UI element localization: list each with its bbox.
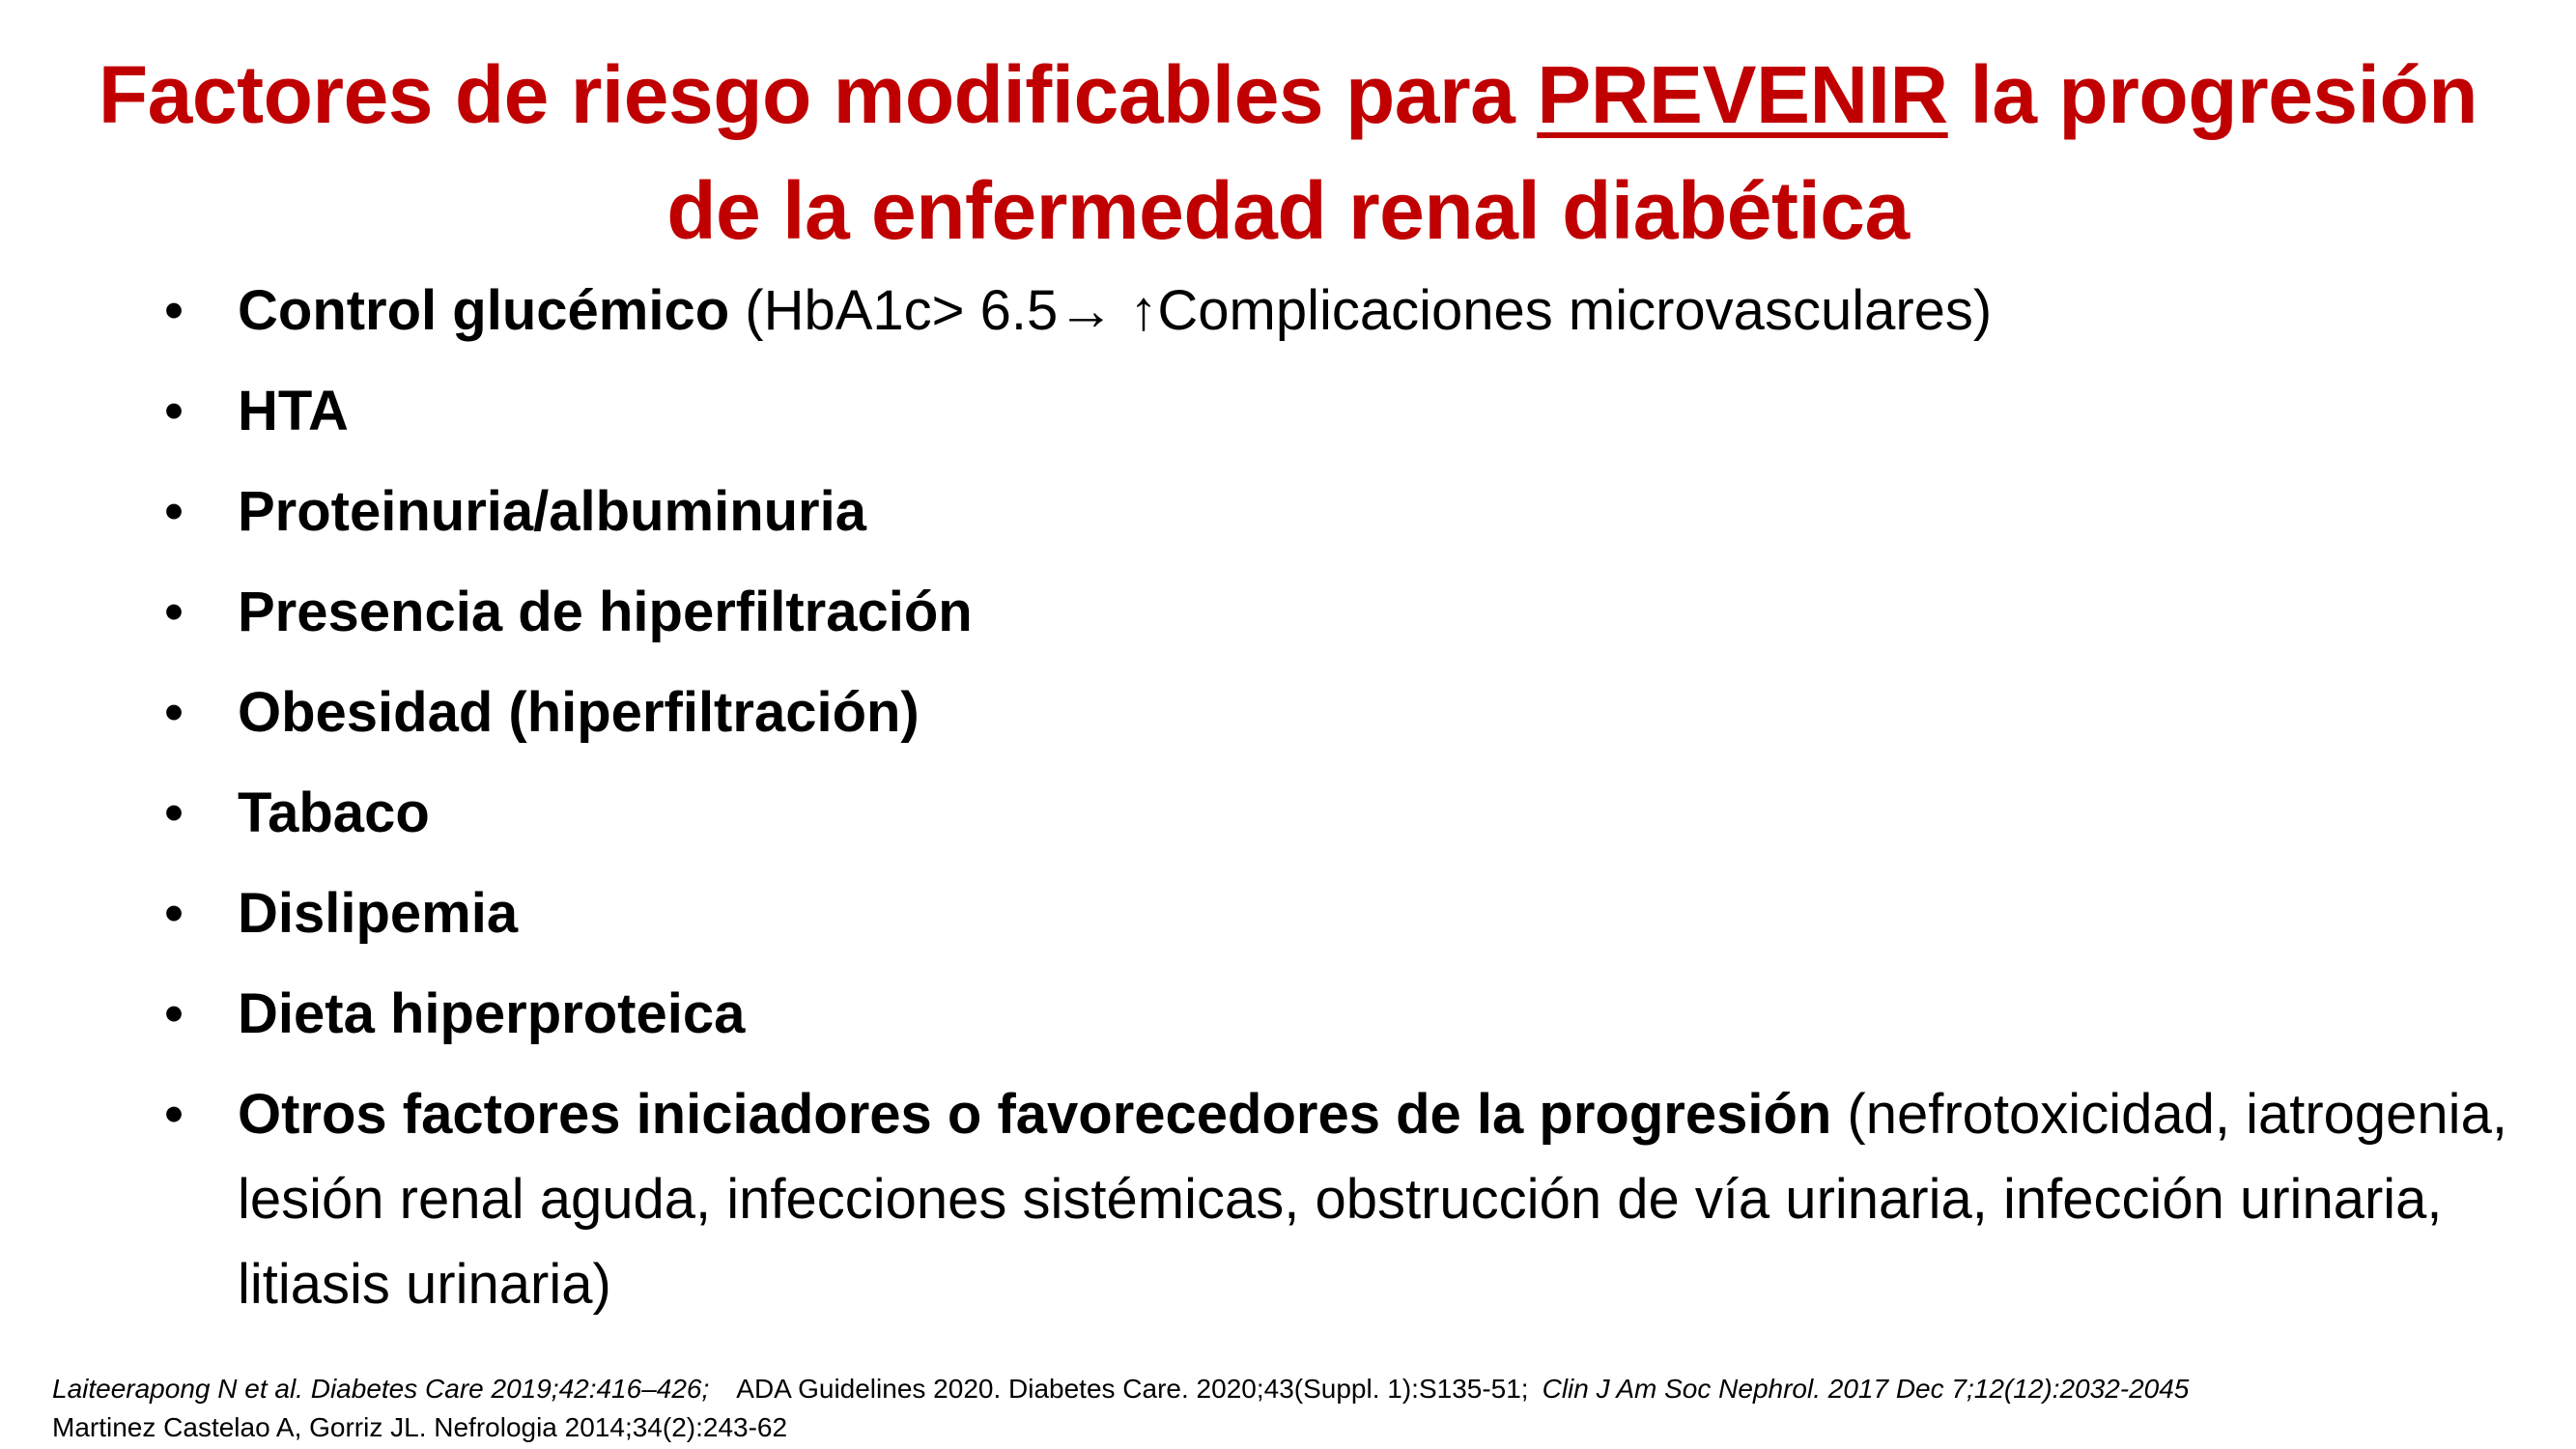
reference-ada-guidelines: ADA Guidelines 2020. Diabetes Care. 2020;43(Suppl. 1):S135-51; (736, 1374, 1529, 1404)
list-item-otros-factores (155, 1072, 2540, 1327)
title-line-2: de la enfermedad renal diabética (666, 165, 1910, 256)
bullet-bold-text: Dislipemia (238, 882, 519, 945)
reference-clin-j-am-soc-nephrol: Clin J Am Soc Nephrol. 2017 Dec 7;12(12):2032-2045 (1542, 1374, 2190, 1404)
slide-title (39, 37, 2537, 269)
bullet-dot: • (163, 781, 184, 844)
bullet-bold-text: Presencia de hiperfiltración (238, 581, 973, 643)
bullet-dot: • (163, 882, 184, 945)
title-line-1 (39, 37, 2537, 153)
title-line-1-start: Factores de riesgo modificables para (98, 49, 1538, 140)
bullet-bold-text: Otros factores iniciadores o favorecedores de la progresión (238, 1083, 1832, 1146)
bullet-bold-text: Control glucémico (238, 279, 730, 342)
list-item-hiperfiltracion (155, 570, 2540, 655)
bullet-detail-text: (nefrotoxicidad, iatrogenia, lesión renal aguda, infecciones sistémicas, obstrucción de vía urinaria, infección urinaria, litiasis urinaria) (238, 1083, 2507, 1316)
list-item-tabaco (155, 771, 2540, 856)
bullet-dot: • (163, 279, 184, 342)
title-line-1-end: la progresión (1947, 49, 2478, 140)
list-item-proteinuria (155, 469, 2540, 554)
bullet-dot: • (163, 480, 184, 543)
bullet-bold-text: HTA (238, 380, 349, 442)
bullet-dot: • (163, 380, 184, 442)
bullet-bold-text: Proteinuria/albuminuria (238, 480, 866, 543)
references (52, 1370, 2189, 1447)
bullet-dot: • (163, 581, 184, 643)
references-line-1 (52, 1370, 2189, 1408)
list-item-control-glucemico (155, 269, 2540, 354)
risk-factor-list (155, 269, 2540, 1343)
bullet-bold-text: Obesidad (hiperfiltración) (238, 681, 920, 744)
bullet-bold-text: Dieta hiperproteica (238, 982, 746, 1045)
list-item-dislipemia (155, 871, 2540, 956)
bullet-bold-text: Tabaco (238, 781, 430, 844)
list-item-dieta-hiperproteica (155, 972, 2540, 1057)
list-item-hta (155, 369, 2540, 454)
reference-martinez-castelao: Martinez Castelao A, Gorriz JL. Nefrologia 2014;34(2):243-62 (52, 1412, 788, 1442)
bullet-dot: • (163, 1083, 184, 1146)
bullet-dot: • (163, 681, 184, 744)
bullet-dot: • (163, 982, 184, 1045)
reference-laiteerapong: Laiteerapong N et al. Diabetes Care 2019;42:416–426; (52, 1374, 710, 1404)
list-item-obesidad (155, 670, 2540, 755)
bullet-detail-text: (HbA1c> 6.5→ ↑Complicaciones microvasculares) (729, 279, 1993, 342)
title-emphasis-prevenir: PREVENIR (1537, 49, 1948, 140)
